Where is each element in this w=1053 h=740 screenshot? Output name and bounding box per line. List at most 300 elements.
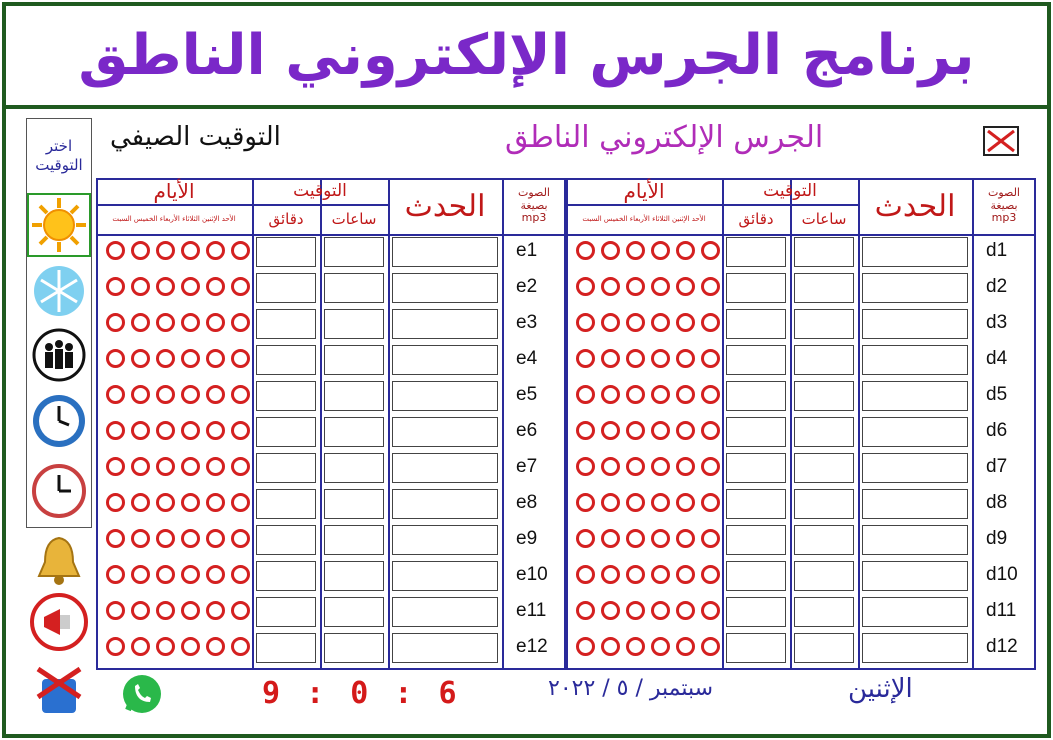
day-checkbox[interactable] <box>651 529 670 548</box>
day-checkbox[interactable] <box>701 349 720 368</box>
left-header-sound <box>502 178 566 234</box>
day-checkbox[interactable] <box>156 457 175 476</box>
clock-display <box>262 676 461 711</box>
day-checkbox[interactable] <box>651 349 670 368</box>
hours-input[interactable] <box>794 309 854 339</box>
sound-file-label: d7 <box>986 456 1008 477</box>
day-checkbox[interactable] <box>676 565 695 584</box>
close-icon[interactable] <box>983 126 1019 156</box>
date-display: سبتمبر / ٥ / ٢٠٢٢ <box>548 676 714 701</box>
day-checkbox[interactable] <box>701 637 720 656</box>
day-checkbox[interactable] <box>576 457 595 476</box>
right-day-selectors <box>576 277 720 296</box>
day-checkbox[interactable] <box>601 457 620 476</box>
minutes-input[interactable] <box>726 525 786 555</box>
left-col-divider <box>388 178 390 670</box>
day-checkbox[interactable] <box>601 421 620 440</box>
day-checkbox[interactable] <box>231 313 250 332</box>
hours-input[interactable] <box>324 453 384 483</box>
day-checkbox[interactable] <box>156 529 175 548</box>
left-header-sound_2: بصيغة <box>520 198 548 212</box>
day-checkbox[interactable] <box>601 529 620 548</box>
event-input[interactable] <box>862 237 968 267</box>
sound-file-label: d10 <box>986 564 1018 585</box>
event-input[interactable] <box>862 345 968 375</box>
minutes-input[interactable] <box>256 453 316 483</box>
day-checkbox[interactable] <box>131 277 150 296</box>
event-input[interactable] <box>392 561 498 591</box>
day-checkbox[interactable] <box>206 637 225 656</box>
day-checkbox[interactable] <box>231 277 250 296</box>
day-checkbox[interactable] <box>651 385 670 404</box>
clock-hours: 9 <box>262 676 285 711</box>
day-checkbox[interactable] <box>576 277 595 296</box>
day-checkbox[interactable] <box>181 421 200 440</box>
minutes-input[interactable] <box>256 633 316 663</box>
day-checkbox[interactable] <box>626 277 645 296</box>
day-checkbox[interactable] <box>156 565 175 584</box>
day-checkbox[interactable] <box>626 457 645 476</box>
sound-file-label: e7 <box>516 456 538 477</box>
left-day-selectors <box>106 385 250 404</box>
clock-red-icon[interactable] <box>27 459 91 523</box>
day-checkbox[interactable] <box>701 421 720 440</box>
event-input[interactable] <box>392 417 498 447</box>
event-input[interactable] <box>392 489 498 519</box>
day-checkbox[interactable] <box>131 241 150 260</box>
minutes-input[interactable] <box>726 345 786 375</box>
event-input[interactable] <box>392 633 498 663</box>
event-input[interactable] <box>392 381 498 411</box>
minutes-input[interactable] <box>726 561 786 591</box>
right-day-selectors <box>576 565 720 584</box>
hours-input[interactable] <box>324 417 384 447</box>
left-day-selectors <box>106 313 250 332</box>
minutes-input[interactable] <box>256 489 316 519</box>
clock-seconds: 6 <box>438 676 461 711</box>
day-checkbox[interactable] <box>701 241 720 260</box>
minutes-input[interactable] <box>256 561 316 591</box>
day-checkbox[interactable] <box>701 385 720 404</box>
hours-input[interactable] <box>794 417 854 447</box>
sound-file-label: e1 <box>516 240 538 261</box>
left-day-selectors <box>106 637 250 656</box>
day-checkbox[interactable] <box>576 313 595 332</box>
event-input[interactable] <box>392 525 498 555</box>
minutes-input[interactable] <box>256 381 316 411</box>
right-header-divider <box>566 234 1036 236</box>
right-header-event: الحدث <box>874 188 956 224</box>
day-checkbox[interactable] <box>676 457 695 476</box>
banner-title: برنامج الجرس الإلكتروني الناطق <box>78 23 975 88</box>
day-checkbox[interactable] <box>651 421 670 440</box>
sound-file-label: e10 <box>516 564 548 585</box>
clock-separator-2: : <box>394 676 417 711</box>
day-checkbox[interactable] <box>651 637 670 656</box>
day-checkbox[interactable] <box>181 637 200 656</box>
day-checkbox[interactable] <box>131 313 150 332</box>
event-input[interactable] <box>392 273 498 303</box>
minutes-input[interactable] <box>726 309 786 339</box>
day-checkbox[interactable] <box>156 421 175 440</box>
right-header-sound <box>972 178 1036 234</box>
day-checkbox[interactable] <box>626 313 645 332</box>
hours-input[interactable] <box>324 309 384 339</box>
day-checkbox[interactable] <box>626 601 645 620</box>
day-checkbox[interactable] <box>206 277 225 296</box>
hours-input[interactable] <box>794 345 854 375</box>
day-checkbox[interactable] <box>206 421 225 440</box>
day-checkbox[interactable] <box>106 241 125 260</box>
day-checkbox[interactable] <box>601 601 620 620</box>
day-checkbox[interactable] <box>206 601 225 620</box>
event-input[interactable] <box>862 453 968 483</box>
day-checkbox[interactable] <box>181 349 200 368</box>
day-checkbox[interactable] <box>626 349 645 368</box>
app-banner <box>6 6 1047 109</box>
day-checkbox[interactable] <box>701 493 720 512</box>
day-checkbox[interactable] <box>106 637 125 656</box>
hours-input[interactable] <box>324 381 384 411</box>
left-col-divider <box>252 178 254 670</box>
day-checkbox[interactable] <box>106 277 125 296</box>
day-checkbox[interactable] <box>156 385 175 404</box>
left-day-selectors <box>106 601 250 620</box>
event-input[interactable] <box>862 597 968 627</box>
day-checkbox[interactable] <box>156 601 175 620</box>
day-checkbox[interactable] <box>701 565 720 584</box>
megaphone-icon[interactable] <box>26 590 92 654</box>
hours-input[interactable] <box>324 237 384 267</box>
day-checkbox[interactable] <box>676 313 695 332</box>
minutes-input[interactable] <box>256 417 316 447</box>
minutes-input[interactable] <box>256 597 316 627</box>
day-checkbox[interactable] <box>626 529 645 548</box>
left-header-sound_3: mp3 <box>521 211 547 225</box>
day-checkbox[interactable] <box>231 457 250 476</box>
hours-input[interactable] <box>324 273 384 303</box>
choose-label-line2: التوقيت <box>35 156 83 174</box>
sound-file-label: d4 <box>986 348 1008 369</box>
day-checkbox[interactable] <box>231 493 250 512</box>
schedule-tables <box>96 178 1020 670</box>
day-checkbox[interactable] <box>206 529 225 548</box>
day-checkbox[interactable] <box>106 457 125 476</box>
day-checkbox[interactable] <box>106 493 125 512</box>
right-day-selectors <box>576 601 720 620</box>
sound-file-label: d6 <box>986 420 1008 441</box>
choose-label-line1: اختر <box>45 137 73 156</box>
day-checkbox[interactable] <box>626 637 645 656</box>
day-checkbox[interactable] <box>701 277 720 296</box>
event-input[interactable] <box>862 633 968 663</box>
choose-timing-label <box>27 119 91 193</box>
day-checkbox[interactable] <box>156 349 175 368</box>
sound-file-label: e3 <box>516 312 538 333</box>
day-checkbox[interactable] <box>651 277 670 296</box>
day-checkbox[interactable] <box>156 637 175 656</box>
day-checkbox[interactable] <box>576 241 595 260</box>
event-input[interactable] <box>862 525 968 555</box>
day-checkbox[interactable] <box>651 457 670 476</box>
minutes-input[interactable] <box>256 237 316 267</box>
minutes-input[interactable] <box>726 237 786 267</box>
event-input[interactable] <box>862 417 968 447</box>
day-checkbox[interactable] <box>651 565 670 584</box>
hours-input[interactable] <box>794 273 854 303</box>
hours-input[interactable] <box>794 525 854 555</box>
day-checkbox[interactable] <box>181 277 200 296</box>
day-checkbox[interactable] <box>206 385 225 404</box>
day-checkbox[interactable] <box>701 313 720 332</box>
day-checkbox[interactable] <box>576 529 595 548</box>
right-day-selectors <box>576 241 720 260</box>
hours-input[interactable] <box>324 633 384 663</box>
day-checkbox[interactable] <box>676 277 695 296</box>
day-checkbox[interactable] <box>601 313 620 332</box>
day-checkbox[interactable] <box>231 637 250 656</box>
day-checkbox[interactable] <box>206 493 225 512</box>
sound-file-label: e12 <box>516 636 548 657</box>
day-checkbox[interactable] <box>231 565 250 584</box>
day-checkbox[interactable] <box>156 313 175 332</box>
day-checkbox[interactable] <box>181 565 200 584</box>
day-checkbox[interactable] <box>626 565 645 584</box>
right-header-sound_3: mp3 <box>991 211 1017 225</box>
right-header-sound_1: الصوت <box>988 186 1020 200</box>
day-checkbox[interactable] <box>181 529 200 548</box>
hours-input[interactable] <box>324 597 384 627</box>
day-checkbox[interactable] <box>676 637 695 656</box>
minutes-input[interactable] <box>726 597 786 627</box>
right-header-hours: ساعات <box>801 210 847 228</box>
weekday-display: الإثنين <box>848 674 913 704</box>
day-checkbox[interactable] <box>701 529 720 548</box>
event-input[interactable] <box>392 453 498 483</box>
hours-input[interactable] <box>324 561 384 591</box>
day-checkbox[interactable] <box>576 385 595 404</box>
day-checkbox[interactable] <box>206 349 225 368</box>
day-checkbox[interactable] <box>676 385 695 404</box>
event-input[interactable] <box>392 309 498 339</box>
day-checkbox[interactable] <box>206 241 225 260</box>
right-day-selectors <box>576 421 720 440</box>
minutes-input[interactable] <box>726 453 786 483</box>
day-checkbox[interactable] <box>626 493 645 512</box>
minutes-input[interactable] <box>726 273 786 303</box>
day-checkbox[interactable] <box>106 349 125 368</box>
right-header-timing: التوقيت <box>763 181 817 201</box>
day-checkbox[interactable] <box>651 601 670 620</box>
minutes-input[interactable] <box>256 309 316 339</box>
day-checkbox[interactable] <box>651 241 670 260</box>
sound-file-label: d5 <box>986 384 1008 405</box>
hours-input[interactable] <box>794 633 854 663</box>
day-checkbox[interactable] <box>601 565 620 584</box>
day-checkbox[interactable] <box>181 385 200 404</box>
hours-input[interactable] <box>794 489 854 519</box>
day-checkbox[interactable] <box>601 493 620 512</box>
minutes-input[interactable] <box>726 633 786 663</box>
day-checkbox[interactable] <box>106 385 125 404</box>
day-checkbox[interactable] <box>626 421 645 440</box>
clock-separator-1: : <box>306 676 329 711</box>
hours-input[interactable] <box>794 597 854 627</box>
right-day-selectors <box>576 493 720 512</box>
sound-file-label: d2 <box>986 276 1008 297</box>
event-input[interactable] <box>392 237 498 267</box>
day-checkbox[interactable] <box>576 421 595 440</box>
day-checkbox[interactable] <box>131 421 150 440</box>
day-checkbox[interactable] <box>181 493 200 512</box>
day-checkbox[interactable] <box>601 385 620 404</box>
day-checkbox[interactable] <box>131 637 150 656</box>
day-checkbox[interactable] <box>576 601 595 620</box>
day-checkbox[interactable] <box>156 493 175 512</box>
sound-file-label: e4 <box>516 348 538 369</box>
hours-input[interactable] <box>794 453 854 483</box>
left-header-divider <box>96 234 566 236</box>
day-checkbox[interactable] <box>651 493 670 512</box>
day-checkbox[interactable] <box>576 565 595 584</box>
day-checkbox[interactable] <box>676 349 695 368</box>
clock-blue-icon[interactable] <box>27 389 91 453</box>
left-header-days: الأيام <box>153 179 195 203</box>
left-day-selectors <box>106 565 250 584</box>
sound-file-label: e6 <box>516 420 538 441</box>
day-checkbox[interactable] <box>601 637 620 656</box>
day-checkbox[interactable] <box>676 421 695 440</box>
day-checkbox[interactable] <box>106 565 125 584</box>
left-col-divider <box>502 178 504 670</box>
event-input[interactable] <box>862 273 968 303</box>
people-icon[interactable] <box>27 323 91 387</box>
day-checkbox[interactable] <box>156 277 175 296</box>
left-header-event: الحدث <box>404 188 486 224</box>
right-col-divider <box>722 178 724 670</box>
day-checkbox[interactable] <box>231 241 250 260</box>
day-checkbox[interactable] <box>181 313 200 332</box>
day-checkbox[interactable] <box>576 637 595 656</box>
event-input[interactable] <box>862 561 968 591</box>
whatsapp-icon[interactable] <box>120 672 164 720</box>
hours-input[interactable] <box>324 489 384 519</box>
left-day-selectors <box>106 241 250 260</box>
day-checkbox[interactable] <box>576 493 595 512</box>
minutes-input[interactable] <box>256 273 316 303</box>
day-checkbox[interactable] <box>231 529 250 548</box>
minutes-input[interactable] <box>726 381 786 411</box>
sound-file-label: d3 <box>986 312 1008 333</box>
recycle-bin-icon[interactable] <box>26 660 92 720</box>
day-checkbox[interactable] <box>231 349 250 368</box>
event-input[interactable] <box>862 381 968 411</box>
hours-input[interactable] <box>794 561 854 591</box>
day-checkbox[interactable] <box>601 349 620 368</box>
day-checkbox[interactable] <box>131 493 150 512</box>
left-day-selectors <box>106 493 250 512</box>
day-checkbox[interactable] <box>106 601 125 620</box>
day-checkbox[interactable] <box>131 349 150 368</box>
minutes-input[interactable] <box>256 525 316 555</box>
sound-file-label: e9 <box>516 528 538 549</box>
day-checkbox[interactable] <box>131 529 150 548</box>
snowflake-icon[interactable] <box>27 259 91 323</box>
event-input[interactable] <box>392 597 498 627</box>
day-checkbox[interactable] <box>626 385 645 404</box>
day-checkbox[interactable] <box>676 241 695 260</box>
day-checkbox[interactable] <box>601 277 620 296</box>
left-header-hours: ساعات <box>331 210 377 228</box>
minutes-input[interactable] <box>256 345 316 375</box>
right-day-selectors <box>576 385 720 404</box>
right-day-selectors <box>576 349 720 368</box>
day-checkbox[interactable] <box>231 385 250 404</box>
day-checkbox[interactable] <box>206 565 225 584</box>
day-checkbox[interactable] <box>156 241 175 260</box>
left-day-selectors <box>106 421 250 440</box>
event-input[interactable] <box>392 345 498 375</box>
day-checkbox[interactable] <box>701 601 720 620</box>
day-checkbox[interactable] <box>181 457 200 476</box>
day-checkbox[interactable] <box>131 457 150 476</box>
left-header-minutes: دقائق <box>268 210 304 228</box>
day-checkbox[interactable] <box>576 349 595 368</box>
hours-input[interactable] <box>794 237 854 267</box>
day-checkbox[interactable] <box>601 241 620 260</box>
hours-input[interactable] <box>794 381 854 411</box>
day-checkbox[interactable] <box>106 529 125 548</box>
hours-input[interactable] <box>324 345 384 375</box>
hours-input[interactable] <box>324 525 384 555</box>
day-checkbox[interactable] <box>651 313 670 332</box>
day-checkbox[interactable] <box>701 457 720 476</box>
sun-icon[interactable] <box>27 193 91 257</box>
day-checkbox[interactable] <box>676 601 695 620</box>
day-checkbox[interactable] <box>626 241 645 260</box>
right-day-selectors <box>576 637 720 656</box>
left-day-selectors <box>106 349 250 368</box>
day-checkbox[interactable] <box>231 421 250 440</box>
sound-file-label: e8 <box>516 492 538 513</box>
day-checkbox[interactable] <box>676 493 695 512</box>
sound-file-label: d9 <box>986 528 1008 549</box>
day-checkbox[interactable] <box>206 457 225 476</box>
day-checkbox[interactable] <box>131 601 150 620</box>
event-input[interactable] <box>862 309 968 339</box>
sound-file-label: e2 <box>516 276 538 297</box>
left-col-divider <box>320 178 322 670</box>
day-checkbox[interactable] <box>131 565 150 584</box>
sound-file-label: d1 <box>986 240 1008 261</box>
sound-file-label: d8 <box>986 492 1008 513</box>
day-checkbox[interactable] <box>106 421 125 440</box>
day-checkbox[interactable] <box>676 529 695 548</box>
day-checkbox[interactable] <box>206 313 225 332</box>
day-checkbox[interactable] <box>106 313 125 332</box>
minutes-input[interactable] <box>726 489 786 519</box>
day-checkbox[interactable] <box>131 385 150 404</box>
minutes-input[interactable] <box>726 417 786 447</box>
day-checkbox[interactable] <box>181 601 200 620</box>
app-subtitle: الجرس الإلكتروني الناطق <box>505 120 824 155</box>
right-col-divider <box>972 178 974 670</box>
day-checkbox[interactable] <box>181 241 200 260</box>
day-checkbox[interactable] <box>231 601 250 620</box>
left-day-selectors <box>106 277 250 296</box>
event-input[interactable] <box>862 489 968 519</box>
bell-icon[interactable] <box>26 528 92 592</box>
